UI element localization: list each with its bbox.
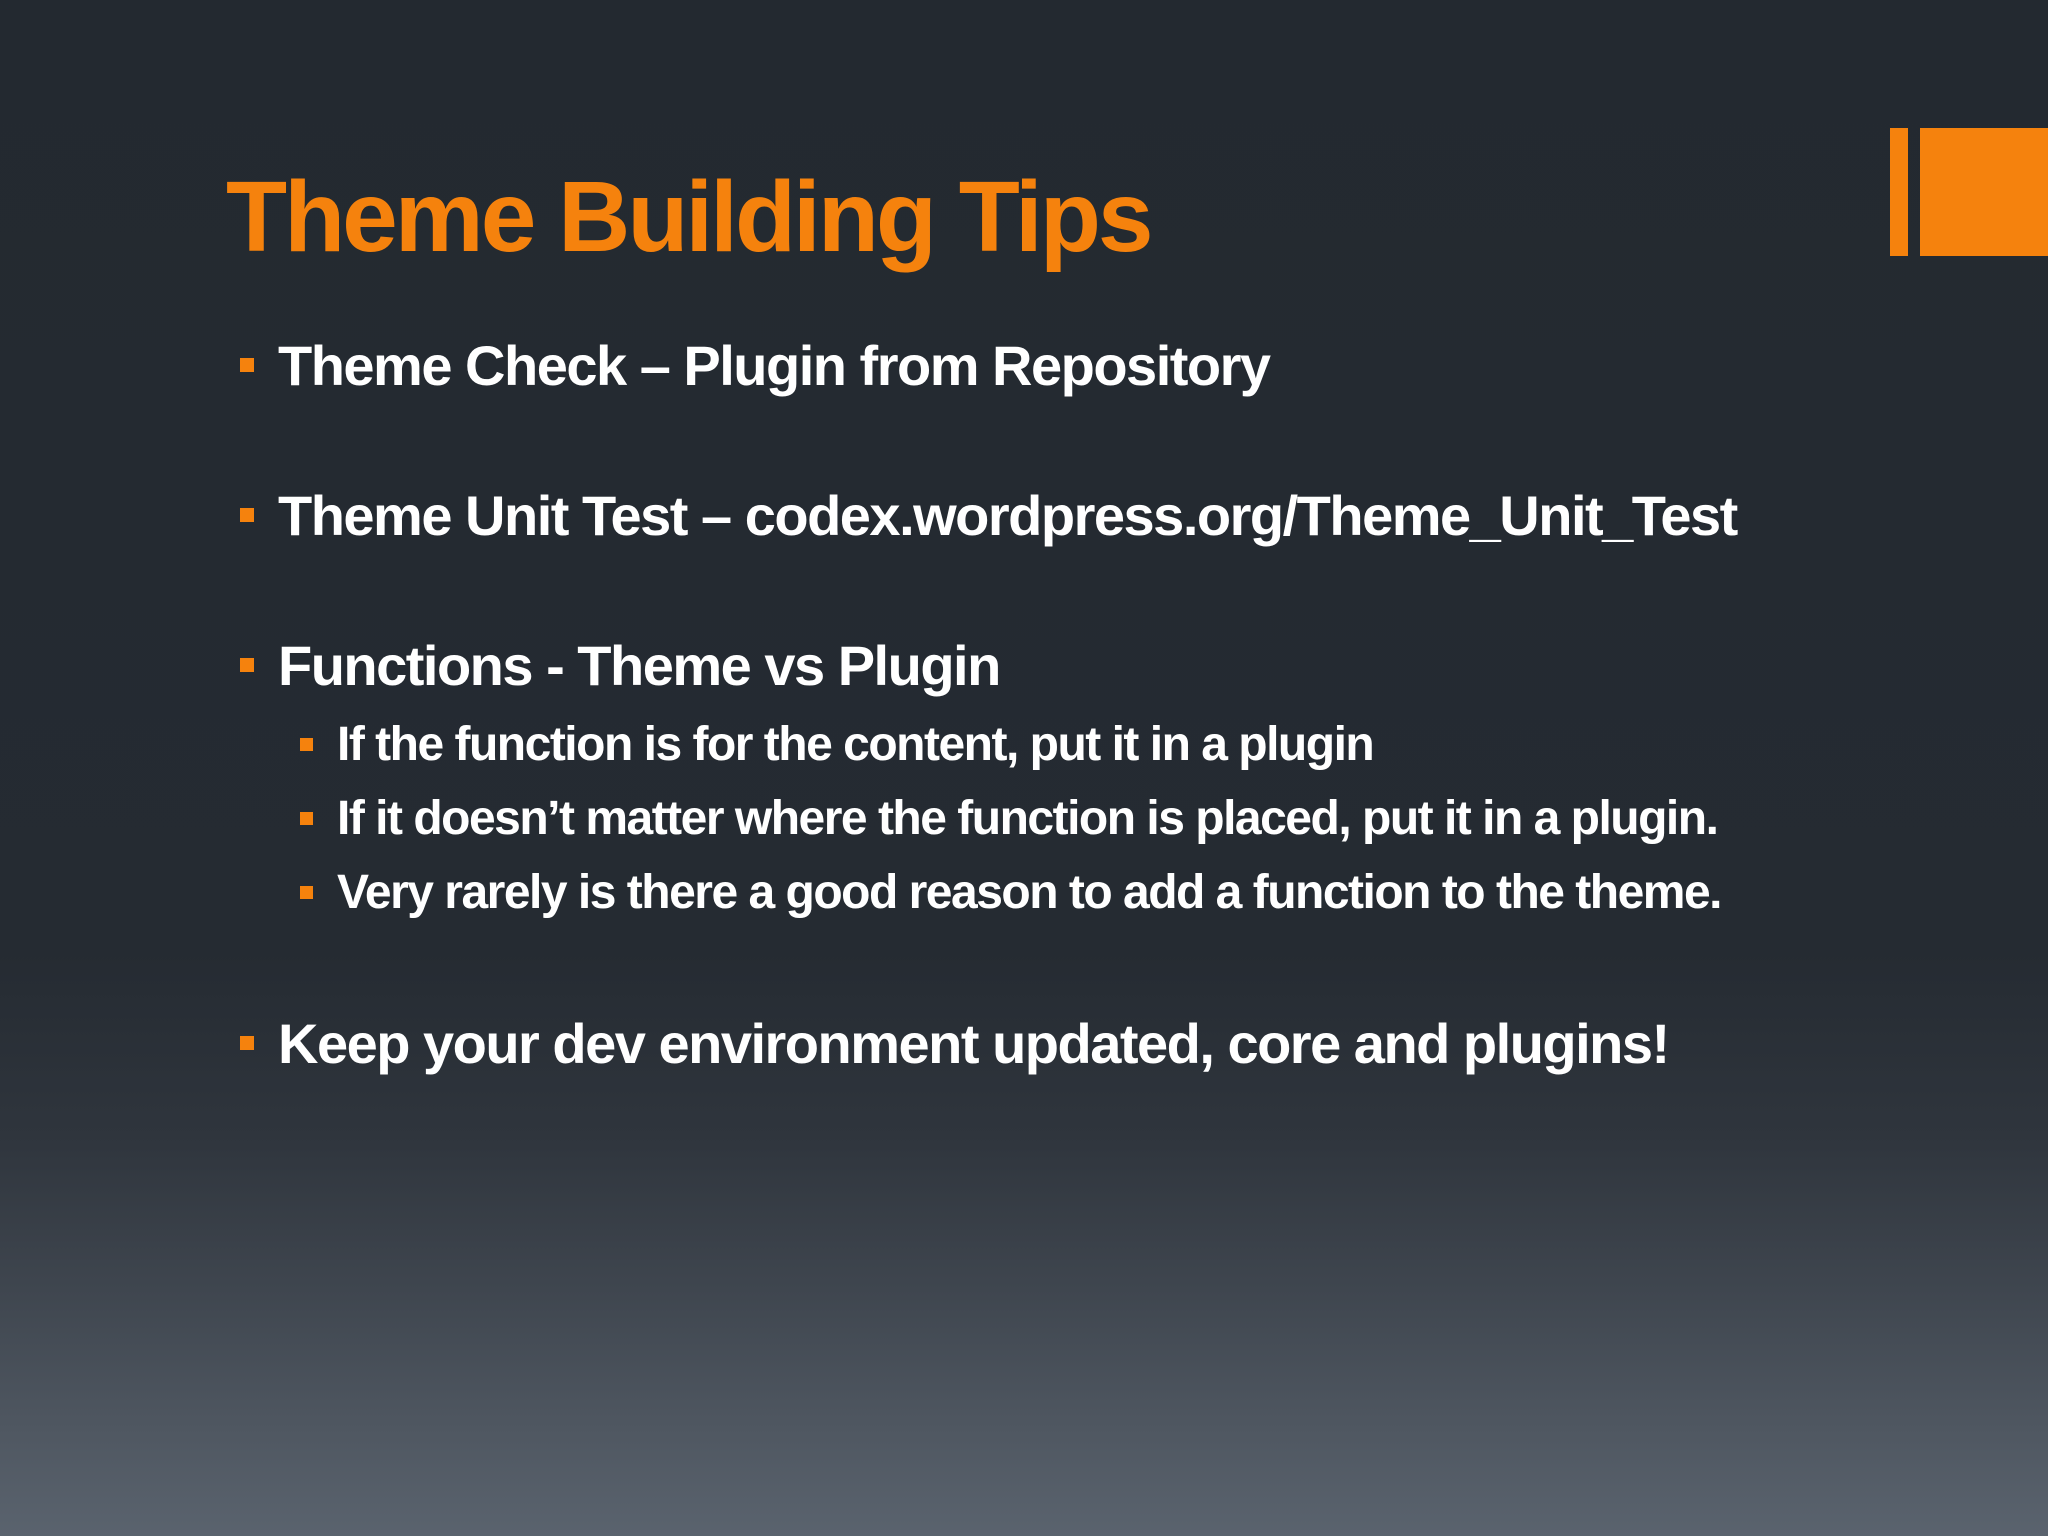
bullet-text: Theme Check – Plugin from Repository <box>278 334 1270 397</box>
sub-bullet-text: Very rarely is there a good reason to add a function to the theme. <box>337 866 1722 919</box>
square-bullet-icon <box>300 738 313 751</box>
sub-bullet-text: If it doesn’t matter where the function is placed, put it in a plugin. <box>337 792 1718 845</box>
slide-title: Theme Building Tips <box>226 161 1151 273</box>
square-bullet-icon <box>240 358 254 372</box>
bullet-text: Theme Unit Test – codex.wordpress.org/Theme_Unit_Test <box>278 484 1737 547</box>
bullet-item <box>240 634 1000 697</box>
bullet-item <box>240 334 1270 397</box>
bullet-item <box>240 484 1737 547</box>
square-bullet-icon <box>300 812 313 825</box>
sub-bullet-item <box>300 792 1718 845</box>
square-bullet-icon <box>240 508 254 522</box>
bullet-item <box>240 1012 1669 1075</box>
square-bullet-icon <box>240 658 254 672</box>
sub-bullet-item <box>300 866 1722 919</box>
sub-bullet-item <box>300 718 1374 771</box>
corner-accent-block <box>1920 128 2048 256</box>
square-bullet-icon <box>240 1036 254 1050</box>
bullet-text: Keep your dev environment updated, core and plugins! <box>278 1012 1669 1075</box>
bullet-text: Functions - Theme vs Plugin <box>278 634 1000 697</box>
square-bullet-icon <box>300 886 313 899</box>
corner-accent-bar <box>1890 128 1908 256</box>
sub-bullet-text: If the function is for the content, put it in a plugin <box>337 718 1374 771</box>
